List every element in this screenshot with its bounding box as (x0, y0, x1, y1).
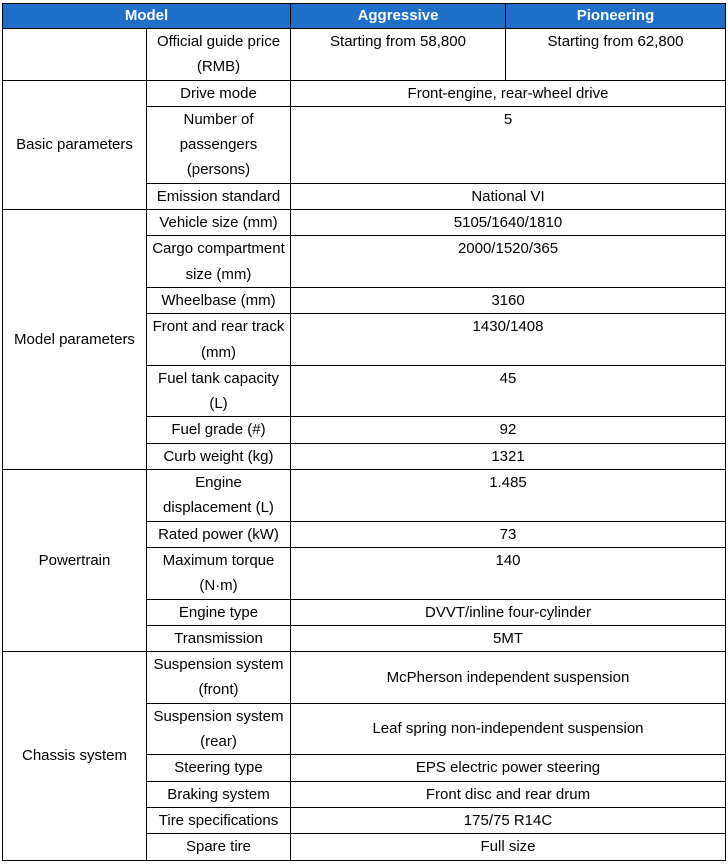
row-value: 1430/1408 (291, 314, 726, 366)
row-label: Steering type (147, 755, 291, 781)
row-value: EPS electric power steering (291, 755, 726, 781)
table-row (3, 80, 726, 106)
row-label: Wheelbase (mm) (147, 287, 291, 313)
row-label: Emission standard (147, 183, 291, 209)
row-label: Engine displacement (L) (147, 470, 291, 522)
row-value: 1321 (291, 443, 726, 469)
category-chassis-system: Chassis system (3, 652, 147, 860)
row-label: Drive mode (147, 80, 291, 106)
row-value: Front-engine, rear-wheel drive (291, 80, 726, 106)
row-value: 3160 (291, 287, 726, 313)
row-label: Fuel tank capacity (L) (147, 365, 291, 417)
row-label: Suspension system (rear) (147, 703, 291, 755)
row-label: Vehicle size (mm) (147, 210, 291, 236)
row-value: 92 (291, 417, 726, 443)
row-label: Front and rear track (mm) (147, 314, 291, 366)
row-value: 73 (291, 521, 726, 547)
header-pioneering: Pioneering (506, 4, 726, 29)
row-value: 140 (291, 547, 726, 599)
row-value: 2000/1520/365 (291, 236, 726, 288)
category-model-parameters: Model parameters (3, 210, 147, 470)
spec-table (2, 3, 726, 861)
row-label: Suspension system (front) (147, 652, 291, 704)
row-label: Tire specifications (147, 807, 291, 833)
row-label: Fuel grade (#) (147, 417, 291, 443)
row-label: Curb weight (kg) (147, 443, 291, 469)
row-label: Rated power (kW) (147, 521, 291, 547)
row-value: 1.485 (291, 470, 726, 522)
row-label: Engine type (147, 599, 291, 625)
price-empty-cell (3, 29, 147, 81)
row-label: Spare tire (147, 834, 291, 860)
row-value: 175/75 R14C (291, 807, 726, 833)
row-label: Transmission (147, 625, 291, 651)
header-row (3, 4, 726, 29)
price-aggressive: Starting from 58,800 (291, 29, 506, 81)
table-row (3, 210, 726, 236)
price-pioneering: Starting from 62,800 (506, 29, 726, 81)
row-value: 5MT (291, 625, 726, 651)
row-value: 5 (291, 106, 726, 183)
row-value: McPherson independent suspension (291, 652, 726, 704)
row-label: Cargo compartment size (mm) (147, 236, 291, 288)
table-row (3, 470, 726, 522)
row-value: Front disc and rear drum (291, 781, 726, 807)
row-value: DVVT/inline four-cylinder (291, 599, 726, 625)
row-value: 5105/1640/1810 (291, 210, 726, 236)
row-value: Full size (291, 834, 726, 860)
category-powertrain: Powertrain (3, 470, 147, 652)
category-basic-parameters: Basic parameters (3, 80, 147, 209)
row-value: 45 (291, 365, 726, 417)
price-label: Official guide price (RMB) (147, 29, 291, 81)
row-label: Braking system (147, 781, 291, 807)
header-aggressive: Aggressive (291, 4, 506, 29)
price-row (3, 29, 726, 81)
table-row (3, 652, 726, 704)
header-model: Model (3, 4, 291, 29)
row-value: Leaf spring non-independent suspension (291, 703, 726, 755)
row-label: Maximum torque (N·m) (147, 547, 291, 599)
row-value: National VI (291, 183, 726, 209)
row-label: Number of passengers (persons) (147, 106, 291, 183)
